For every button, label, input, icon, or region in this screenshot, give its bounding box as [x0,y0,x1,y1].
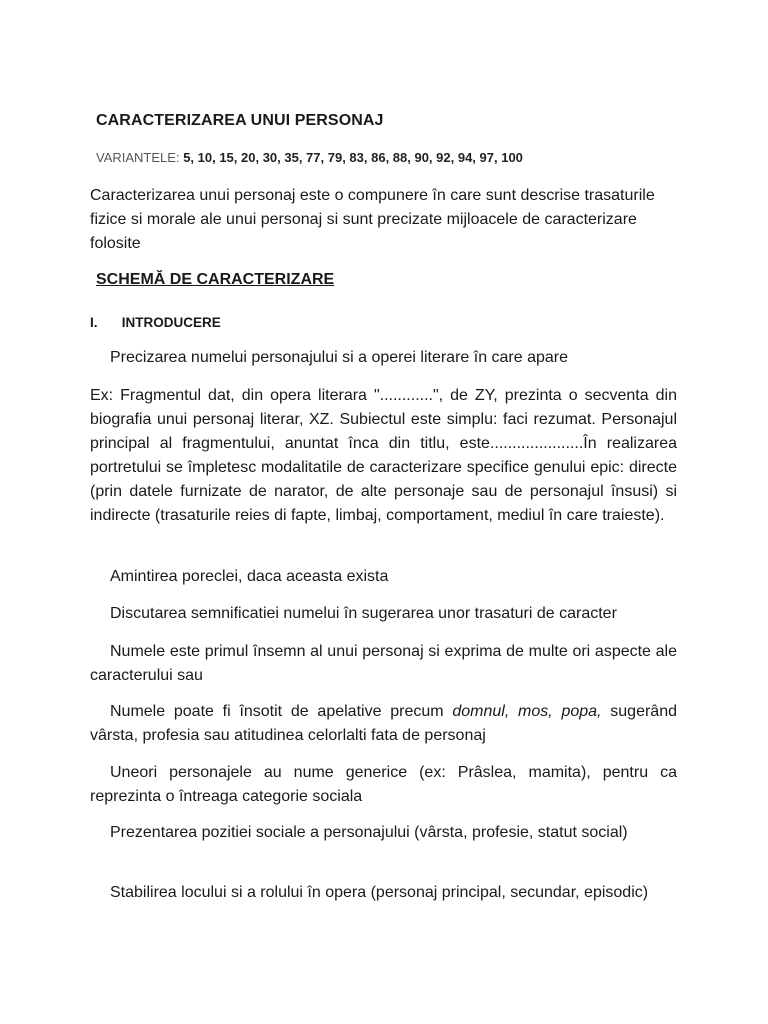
list-item [90,761,677,809]
list-item [90,640,677,688]
list-item [90,881,677,905]
list-item [90,346,677,370]
section-heading [90,315,221,330]
list-item [90,602,677,626]
list-item-text: Uneori personajele au nume generice (ex: Prâslea, mamita), pentru ca reprezinta o întreaga categorie sociala [90,764,677,805]
list-item [90,821,677,845]
list-item [90,565,677,589]
example-paragraph: Ex: Fragmentul dat, din opera literara "............", de ZY, prezinta o secventa din biografia unui personaj literar, XZ. Subiectul este simplu: faci rezumat. Personajul principal al fragmentului, anuntat înca din titlu, este.....................În realizarea portretului se împletesc modalitatile de caracterizare specifice genului epic: directe (prin datele furnizate de narator, de alte personaje sau de personajul însusi) si indirecte (trasaturile reies di fapte, limbaj, comportament, mediul în care traieste). [90,387,677,524]
list-item-text: Stabilirea locului si a rolului în opera (personaj principal, secundar, episodic) [110,884,649,901]
list-item-text: Numele poate fi însotit de apelative precum [110,703,444,720]
list-item-text: Discutarea semnificatiei numelui în sugerarea unor trasaturi de caracter [110,605,617,622]
document-title: CARACTERIZAREA UNUI PERSONAJ [96,112,384,129]
variants-numbers: 5, 10, 15, 20, 30, 35, 77, 79, 83, 86, 88, 90, 92, 94, 97, 100 [183,150,523,165]
variants-label: VARIANTELE: [96,150,180,165]
section-numeral: I. [90,315,98,330]
list-item-text: Amintirea poreclei, daca aceasta exista [110,568,389,585]
intro-paragraph: Caracterizarea unui personaj este o compunere în care sunt descrise trasaturile fizice si morale ale unui personaj si sunt precizate mijloacele de caracterizare folosite [90,187,655,252]
list-item-text: Numele este primul însemn al unui personaj si exprima de multe ori aspecte ale caracterului sau [90,643,677,684]
variants-line [96,150,523,165]
list-item-text: sugerând vârsta, profesia sau atitudinea celorlalti fata de personaj [90,703,677,744]
list-item-emphasis: domnul, mos, popa, [452,703,602,720]
list-item [90,700,677,748]
list-item-text: Precizarea numelui personajului si a operei literare în care apare [110,349,569,366]
section-title: INTRODUCERE [121,315,221,330]
schema-heading: SCHEMĂ DE CARACTERIZARE [96,271,335,288]
list-item-text: Prezentarea pozitiei sociale a personajului (vârsta, profesie, statut social) [110,824,628,841]
